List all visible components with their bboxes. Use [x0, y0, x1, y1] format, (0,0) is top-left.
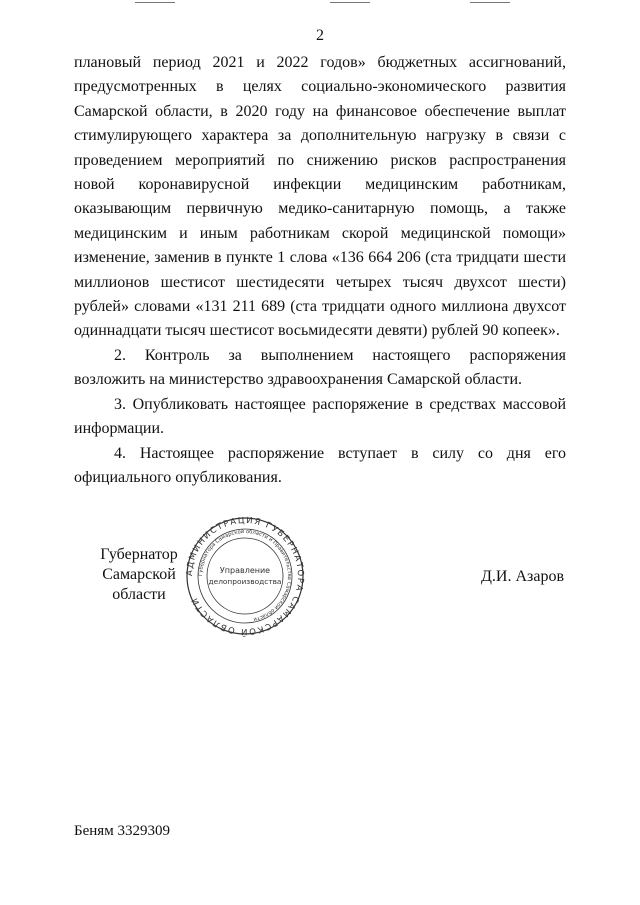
scan-mark	[330, 2, 370, 3]
document-reference-note: Беням 3329309	[74, 823, 170, 839]
page-number: 2	[316, 27, 324, 44]
paragraph-continuation: плановый период 2021 и 2022 годов» бюджетных ассигнований, предусмотренных в целях социально-экономического развития Самарской области, в 2020 году на финансовое обеспечение выплат стимулирующего характера за дополнительную нагрузку в связи с проведением мероприятий по снижению рисков распространения новой коронавирусной инфекции медицинским работникам, оказывающим первичную медико-санитарную помощь, а также медицинским и иным работникам скорой медицинской помощи» изменение, заменив в пункте 1 слова «136 664 206 (ста тридцати шести миллионов шестисот шестидесяти четырех тысяч двухсот шести) рублей» словами «131 211 689 (ста тридцати одного миллиона двухсот одиннадцати тысяч шестисот восьмидесяти девяти) рублей 90 копеек».	[74, 54, 566, 340]
paragraph-item-3: 3. Опубликовать настоящее распоряжение в средствах массовой информации.	[74, 395, 566, 438]
svg-text:делопроизводства: делопроизводства	[208, 577, 282, 586]
paragraph-item-4: 4. Настоящее распоряжение вступает в силу со дня его официального опубликования.	[74, 444, 566, 486]
signatory-title	[74, 545, 204, 605]
paragraph-item-2: 2. Контроль за выполнением настоящего распоряжения возложить на министерство здравоохранения Самарской области.	[74, 346, 566, 389]
official-stamp	[186, 517, 304, 635]
svg-text:АДМИНИСТРАЦИЯ ГУБЕРНАТОРА САМА: АДМИНИСТРАЦИЯ ГУБЕРНАТОРА САМАРСКОЙ ОБЛАСТИ	[184, 515, 306, 637]
document-body	[74, 51, 566, 490]
scan-mark	[470, 2, 510, 3]
signatory-title-line1: Губернатор	[100, 546, 178, 563]
signatory-title-line2: Самарской области	[102, 566, 176, 603]
signatory-name: Д.И. Азаров	[481, 568, 564, 585]
scan-mark	[135, 2, 175, 3]
stamp-seal-icon	[186, 517, 304, 635]
svg-text:Губернатора Самарской области: Губернатора Самарской области и Правительства Самарской области	[197, 528, 293, 623]
svg-text:Управление: Управление	[219, 566, 271, 575]
